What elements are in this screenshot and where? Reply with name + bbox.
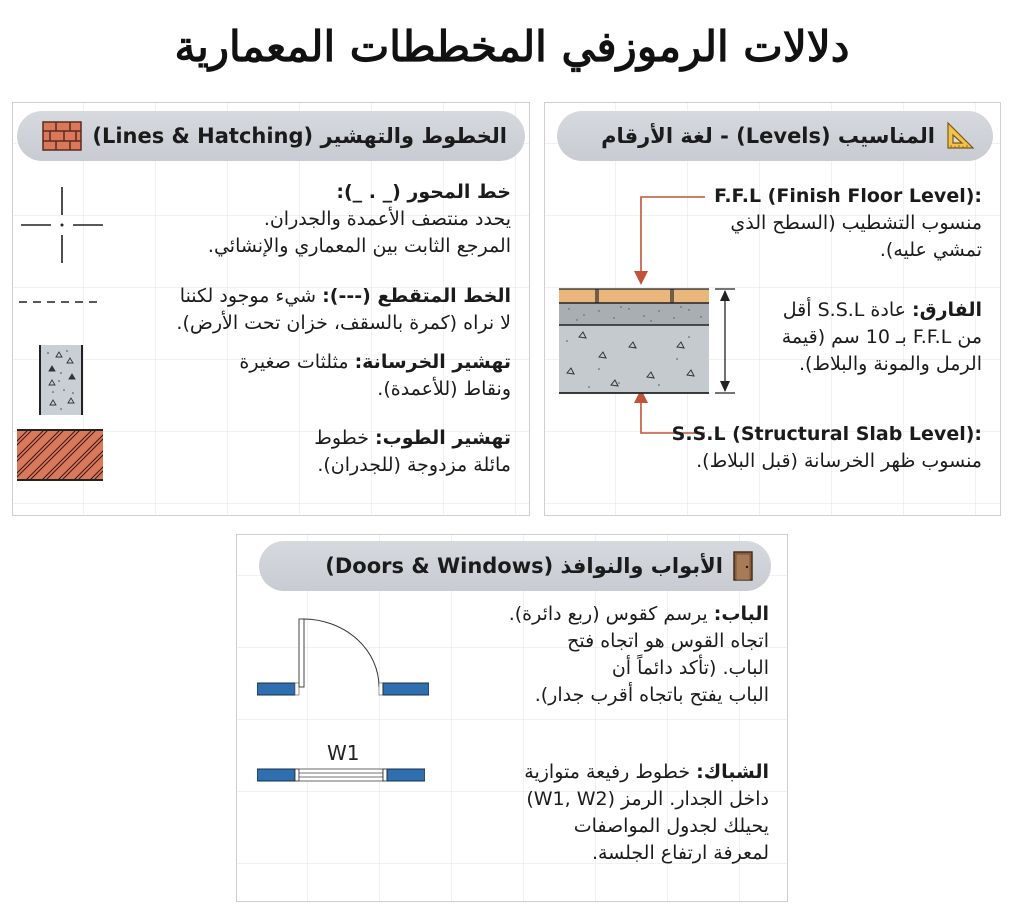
dashed-line-term: الخط المتقطع (---):	[322, 285, 511, 307]
door-term: الباب:	[713, 603, 769, 625]
ffl-description	[682, 183, 982, 264]
floor-section-diagram	[559, 287, 727, 397]
concrete-hatch-description	[91, 349, 511, 403]
ffl-term: F.F.L (Finish Floor Level):	[714, 185, 982, 207]
centerline-line-2: المرجع الثابت بين المعماري والإنشائي.	[207, 235, 511, 257]
doors-windows-header	[259, 541, 771, 591]
doors-windows-panel	[236, 534, 788, 902]
levels-header-title: المناسيب (Levels) - لغة الأرقام	[601, 124, 935, 148]
page-title: دلالات الرموزفي المخططات المعمارية	[174, 22, 850, 71]
lines-hatching-panel	[12, 102, 530, 516]
centerline-term: خط المحور (_ . _):	[336, 181, 511, 203]
lines-hatching-header	[17, 111, 525, 161]
door-line-1: اتجاه القوس هو اتجاه فتح	[567, 630, 769, 652]
concrete-hatch-term: تهشير الخرسانة:	[354, 351, 511, 373]
difference-line-2: الرمل والمونة والبلاط).	[798, 353, 982, 375]
window-line-2: يحيلك لجدول المواصفات	[573, 815, 769, 837]
levels-panel	[544, 102, 1001, 516]
door-icon	[733, 551, 753, 581]
ssl-term: S.S.L (Structural Slab Level):	[671, 423, 982, 445]
dashed-line-description	[31, 283, 511, 337]
door-symbol	[257, 615, 429, 697]
ffl-line-2: تمشي عليه).	[879, 239, 982, 261]
brick-hatch-term: تهشير الطوب:	[375, 427, 511, 449]
concrete-hatch-line-1: ونقاط (للأعمدة).	[377, 378, 511, 400]
window-line-1: داخل الجدار. الرمز (W1, W2)	[526, 788, 769, 810]
brick-wall-icon	[42, 121, 82, 151]
difference-term: الفارق:	[912, 299, 982, 321]
window-symbol	[257, 767, 425, 783]
lines-hatching-header-title: الخطوط والتهشير (Lines & Hatching)	[92, 124, 507, 148]
difference-rest: عادة S.S.L أقل	[782, 299, 913, 321]
door-line-3: الباب يفتح باتجاه أقرب جدار).	[534, 684, 769, 706]
door-rest: يرسم كقوس (ربع دائرة).	[508, 603, 714, 625]
brick-hatch-description	[91, 425, 511, 479]
centerline-description	[91, 179, 511, 260]
brick-hatch-line-1: مائلة مزدوجة (للجدران).	[317, 454, 511, 476]
dashed-line-line-1: لا نراه (كمرة بالسقف، خزان تحت الأرض).	[176, 312, 511, 334]
brick-hatch-rest: خطوط	[314, 427, 376, 449]
window-term: الشباك:	[696, 761, 769, 783]
ssl-description	[622, 421, 982, 475]
ffl-line-1: منسوب التشطيب (السطح الذي	[730, 212, 982, 234]
window-line-3: لمعرفة ارتفاع الجلسة.	[591, 842, 769, 864]
dashed-line-rest: شيء موجود لكننا	[179, 285, 323, 307]
difference-description	[722, 297, 982, 378]
difference-line-1: من F.F.L بـ 10 سم (قيمة	[781, 326, 982, 348]
ssl-line-1: منسوب ظهر الخرسانة (قبل البلاط).	[696, 450, 982, 472]
door-description	[429, 601, 769, 709]
door-line-2: الباب. (تأكد دائماً أن	[611, 657, 769, 679]
doors-windows-header-title: الأبواب والنوافذ (Doors & Windows)	[325, 554, 723, 578]
concrete-hatch-symbol	[39, 345, 83, 415]
window-label: W1	[327, 741, 360, 765]
concrete-hatch-rest: مثلثات صغيرة	[239, 351, 355, 373]
window-description	[429, 759, 769, 867]
window-rest: خطوط رفيعة متوازية	[524, 761, 697, 783]
centerline-line-1: يحدد منتصف الأعمدة والجدران.	[263, 208, 511, 230]
